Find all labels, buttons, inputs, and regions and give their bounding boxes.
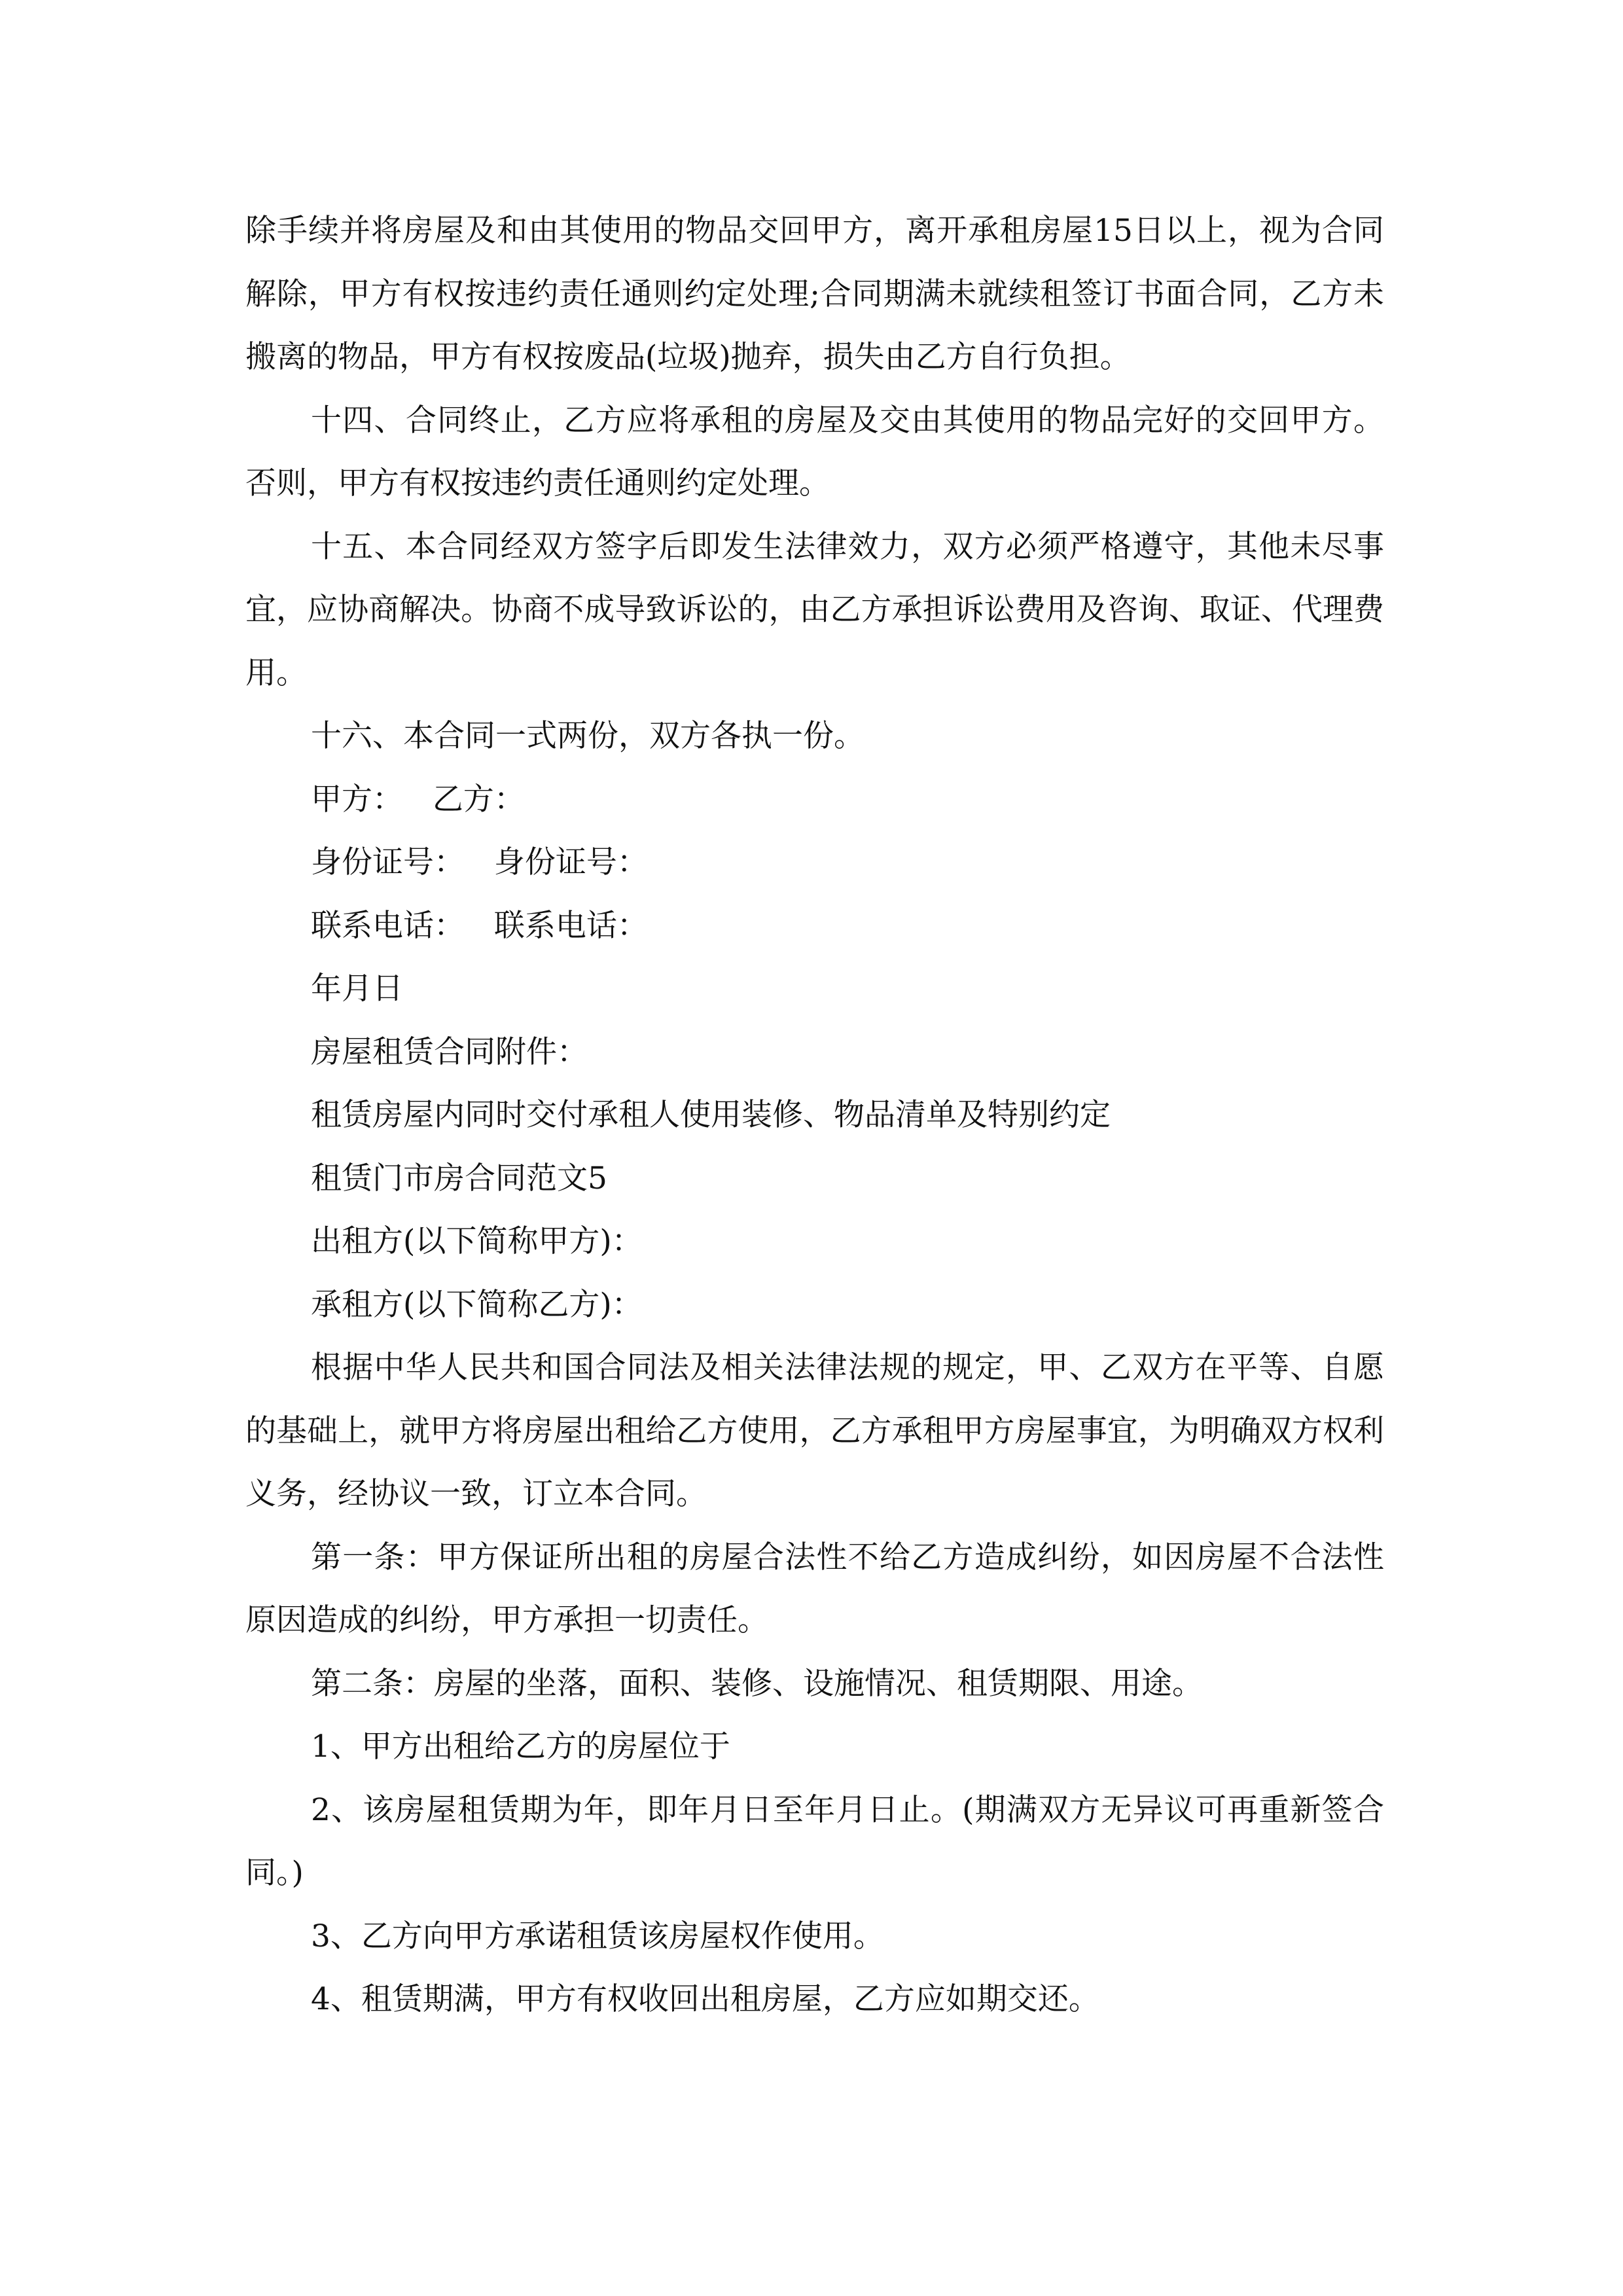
signature-id-numbers: 身份证号： 身份证号：: [311, 844, 648, 880]
article-2-item-2: 2、该房屋租赁期为年，即年月日至年月日止。(期满双方无异议可再重新签合同。): [245, 1791, 1384, 1891]
lessor-line: 出租方(以下简称甲方)：: [311, 1223, 643, 1259]
article-2-item-1: 1、甲方出租给乙方的房屋位于: [311, 1729, 730, 1765]
attachment-heading: 房屋租赁合同附件：: [311, 1033, 588, 1070]
document-body: [245, 200, 1384, 2032]
article-1: 第一条：甲方保证所出租的房屋合法性不给乙方造成纠纷，如因房屋不合法性原因造成的纠纷，甲方承担一切责任。: [245, 1539, 1384, 1638]
paragraph-clause-16: 十六、本合同一式两份，双方各执一份。: [311, 718, 865, 754]
article-2: 第二条：房屋的坐落，面积、装修、设施情况、租赁期限、用途。: [311, 1665, 1203, 1702]
preamble-paragraph: 根据中华人民共和国合同法及相关法律法规的规定，甲、乙双方在平等、自愿的基础上，就甲方将房屋出租给乙方使用，乙方承租甲方房屋事宜，为明确双方权利义务，经协议一致，订立本合同。: [245, 1350, 1384, 1512]
contract-title: 租赁门市房合同范文5: [311, 1160, 607, 1196]
paragraph-clause-15: 十五、本合同经双方签字后即发生法律效力，双方必须严格遵守，其他未尽事宜，应协商解决。协商不成导致诉讼的，由乙方承担诉讼费用及咨询、取证、代理费用。: [245, 528, 1384, 691]
signature-phone-numbers: 联系电话： 联系电话：: [311, 907, 648, 944]
paragraph-continuation: 除手续并将房屋及和由其使用的物品交回甲方，离开承租房屋15日以上，视为合同解除，甲方有权按违约责任通则约定处理;合同期满未就续租签订书面合同，乙方未搬离的物品，甲方有权按废品(垃圾)抛弃，损失由乙方自行负担。: [245, 213, 1384, 375]
lessee-line: 承租方(以下简称乙方)：: [311, 1286, 643, 1323]
article-2-item-3: 3、乙方向甲方承诺租赁该房屋权作使用。: [311, 1918, 884, 1954]
article-2-item-4: 4、租赁期满，甲方有权收回出租房屋，乙方应如期交还。: [311, 1981, 1099, 2017]
signature-parties: 甲方： 乙方：: [311, 781, 525, 817]
signature-date: 年月日: [311, 971, 403, 1007]
attachment-description: 租赁房屋内同时交付承租人使用装修、物品清单及特别约定: [311, 1097, 1111, 1133]
paragraph-clause-14: 十四、合同终止，乙方应将承租的房屋及交由其使用的物品完好的交回甲方。否则，甲方有权按违约责任通则约定处理。: [245, 402, 1384, 501]
